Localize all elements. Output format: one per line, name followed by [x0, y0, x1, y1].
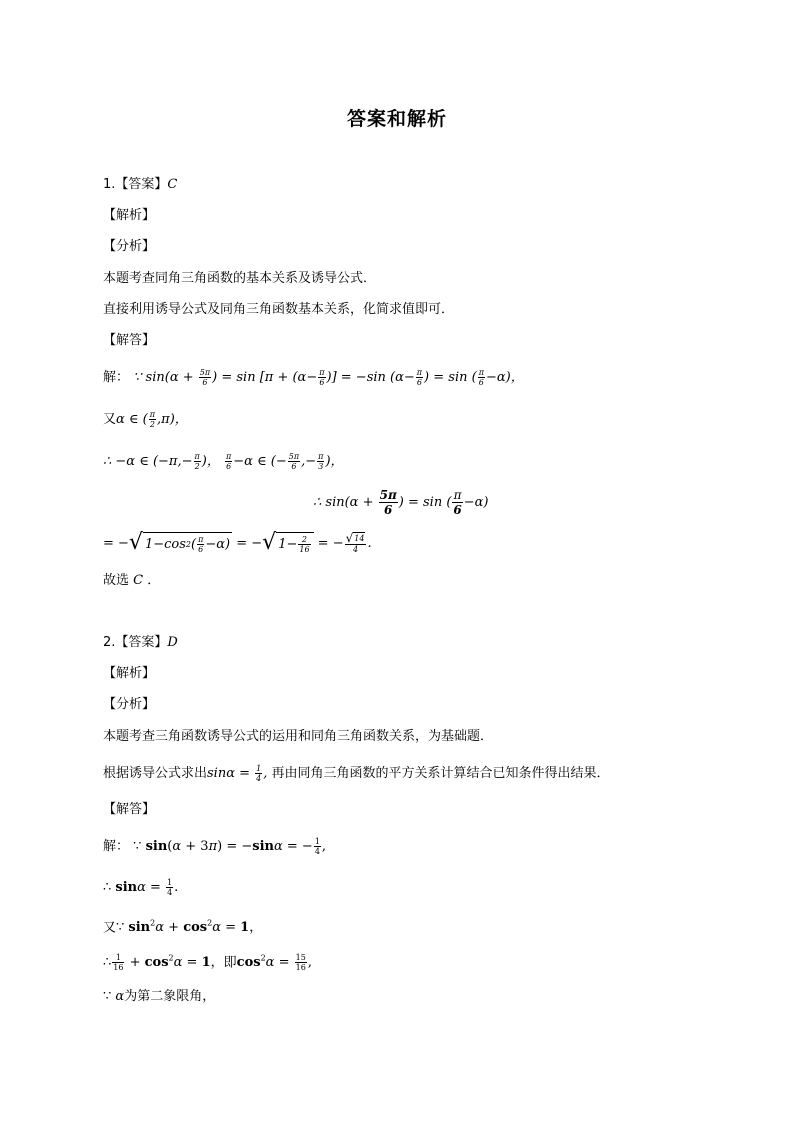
q1-analysis-1: 本题考查同角三角函数的基本关系及诱导公式． [103, 271, 377, 286]
q2-jie-label: 解： [103, 839, 130, 854]
q1-step-1-math: ∵ sin(α + $\frac{5\pi}{6}$ ) = sin [π + (α− $\frac{\pi}{6}$ )] = −sin (α− $\frac{\pi}{6}$ ) = sin ( $\frac{\pi}{6}$ −α)， [133, 368, 524, 387]
q2-step-5-text: 为第二象限角， [124, 989, 216, 1004]
q2-step-1-math: ∵ sin(α + 3π) = −sinα = − $\frac{1}{4}$ , [133, 837, 327, 856]
q2-step-2 [103, 878, 178, 897]
q1-step-3 [103, 452, 344, 471]
q1-answer-value: C [167, 177, 178, 192]
q2-step-5-math: ∵ α [103, 989, 125, 1004]
q2-answer-line [103, 634, 178, 652]
q1-jieda-heading: 【解答】 [103, 333, 156, 348]
q1-fenxi-heading: 【分析】 [103, 239, 156, 254]
q1-conclusion-end: ． [147, 573, 161, 588]
q1-jie-label: 解： [103, 370, 130, 385]
q1-conclusion [103, 572, 160, 590]
q1-step-2 [103, 410, 188, 429]
q2-step-1 [103, 837, 326, 856]
q1-conclusion-letter: C [133, 573, 144, 588]
q1-conclusion-text: 故选 [103, 573, 130, 588]
q2-analysis-2-pre: 根据诱导公式求出 [103, 766, 208, 781]
q1-step-5-math: = − √ 1−cos 2 ( $\frac{\pi}{6}$ −α) = − √ 1− $\frac{2}{16}$ = − √ 14 4 . [103, 530, 372, 555]
q2-analysis-2-math: sinα = $\frac{1}{4}$ , [207, 764, 268, 783]
q1-step-1 [103, 368, 524, 387]
q1-jiexi-heading: 【解析】 [103, 208, 156, 223]
q1-step-5 [103, 532, 372, 554]
q2-step-5 [103, 988, 215, 1006]
q2-step-3 [103, 915, 262, 937]
q2-step-3-prefix: 又 [103, 920, 117, 936]
q1-step-4 [313, 488, 489, 517]
q2-step-4-mid: 即 [223, 955, 237, 971]
q1-number: 1. [103, 177, 116, 192]
q2-analysis-2-post: 再由同角三角函数的平方关系计算结合已知条件得出结果． [271, 766, 610, 781]
q2-number: 2. [103, 635, 116, 650]
q1-answer-tag: 【答案】 [115, 177, 168, 192]
q1-step-2-prefix: 又 [103, 412, 117, 427]
q2-step-4 [103, 950, 312, 972]
q2-jiexi-heading: 【解析】 [103, 666, 156, 681]
page-title: 答案和解析 [346, 108, 447, 130]
q2-step-3-math: ∵ $\sin^2\alpha + \cos^2\alpha = 1$， [116, 919, 263, 936]
q1-answer-line [103, 176, 177, 194]
q2-step-4-math-a: ∴ $\frac{1}{16}$ + $\cos^2\alpha = 1$， [103, 953, 224, 973]
q2-step-4-math-b: $\cos^2\alpha$ = $\frac{15}{16}$ , [236, 953, 312, 973]
q2-analysis-2 [103, 764, 610, 783]
q1-step-3-math: ∴ −α ∈ (−π,− $\frac{\pi}{2}$ )， $\frac{\pi}{6}$ −α ∈ (− $\frac{5\pi}{6}$ ,− $\frac{\pi}{3}$ )， [103, 452, 344, 471]
q2-fenxi-heading: 【分析】 [103, 697, 156, 712]
q1-step-4-math: ∴ sin(α + $\frac{5\pi}{6}$ ) = sin ( $\frac{\pi}{6}$ −α) [313, 488, 489, 517]
q2-jieda-heading: 【解答】 [103, 802, 156, 817]
q2-answer-value: D [167, 635, 178, 650]
q1-analysis-2: 直接利用诱导公式及同角三角函数基本关系，化简求值即可． [103, 302, 455, 317]
q1-step-2-math: α ∈ ( $\frac{\pi}{2}$ ,π)， [116, 410, 188, 429]
q2-analysis-1: 本题考查三角函数诱导公式的运用和同角三角函数关系，为基础题． [103, 729, 494, 744]
q2-answer-tag: 【答案】 [115, 635, 168, 650]
q2-step-2-math: ∴ sinα = $\frac{1}{4}$ . [103, 878, 179, 897]
